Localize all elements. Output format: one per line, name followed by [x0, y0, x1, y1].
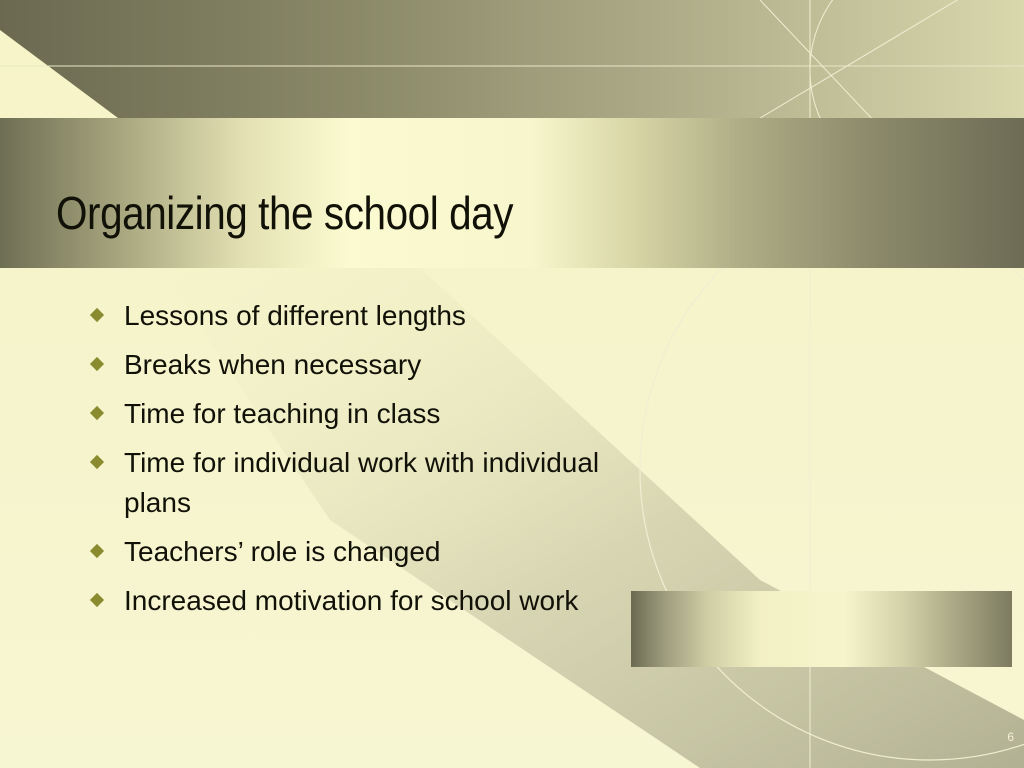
diamond-bullet-icon: [90, 406, 104, 420]
diamond-bullet-icon: [90, 544, 104, 558]
bullet-text: Lessons of different lengths: [124, 300, 466, 331]
bullet-text: Time for individual work with individual plans: [124, 447, 600, 518]
list-item: [86, 532, 606, 572]
decorative-gradient-box: [631, 591, 1012, 667]
bullet-text: Time for teaching in class: [124, 398, 441, 429]
list-item: [86, 581, 606, 621]
list-item: [86, 345, 606, 385]
bullet-text: Breaks when necessary: [124, 349, 422, 380]
list-item: [86, 443, 606, 523]
diamond-bullet-icon: [90, 308, 104, 322]
bullet-list: [86, 296, 606, 630]
bullet-text: Teachers’ role is changed: [124, 536, 441, 567]
slide-title: Organizing the school day: [56, 187, 514, 239]
list-item: [86, 394, 606, 434]
list-item: [86, 296, 606, 336]
slide-number: 6: [1007, 730, 1014, 744]
diamond-bullet-icon: [90, 357, 104, 371]
bullet-text: Increased motivation for school work: [124, 585, 579, 616]
diamond-bullet-icon: [90, 593, 104, 607]
diamond-bullet-icon: [90, 455, 104, 469]
